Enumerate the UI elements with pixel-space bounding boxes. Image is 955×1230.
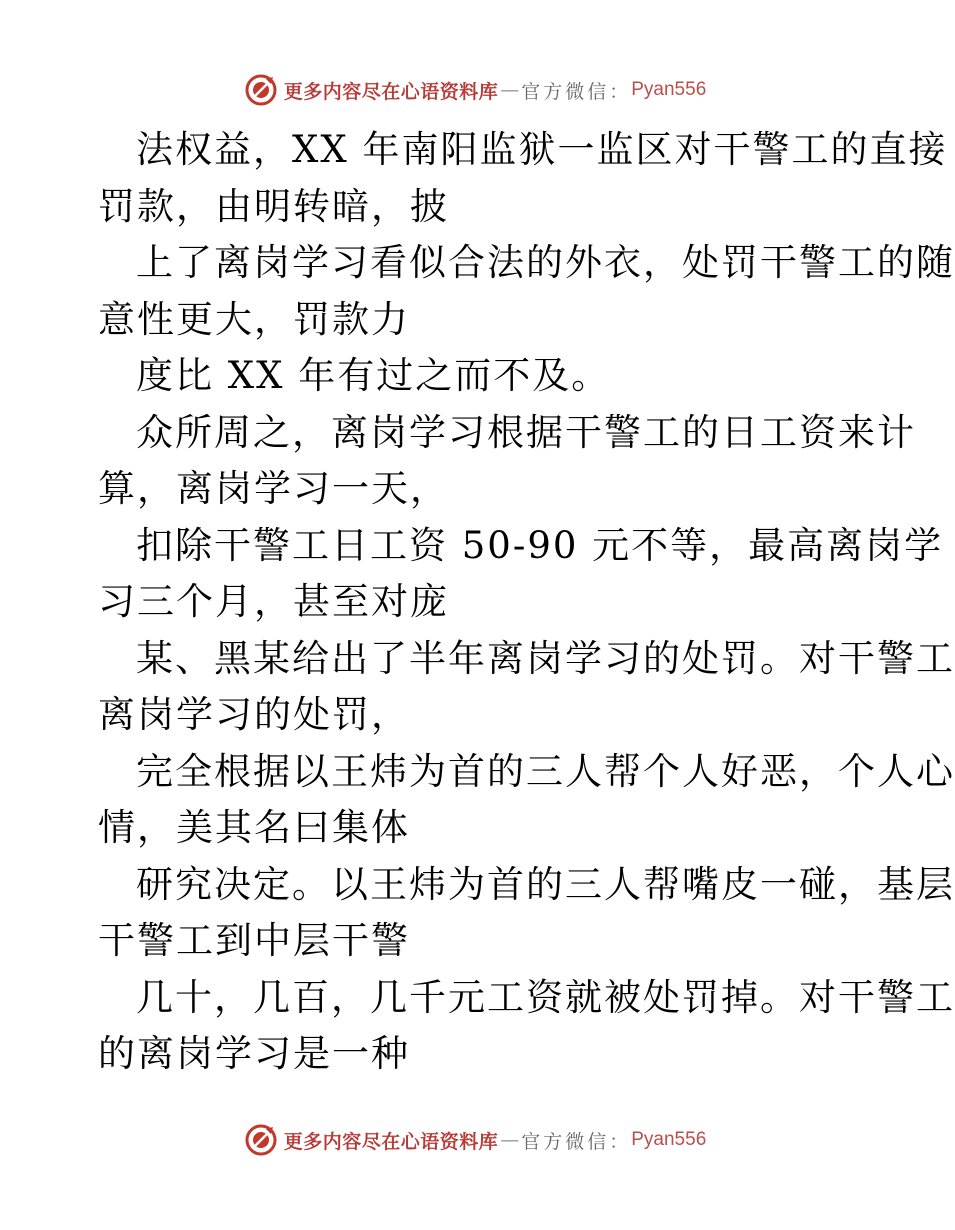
paragraph-line: 罚款，由明转暗，披 bbox=[98, 184, 449, 228]
paragraph-line: 某、黑某给出了半年离岗学习的处罚。对干警工 bbox=[136, 636, 955, 680]
brand-logo-icon bbox=[244, 73, 278, 107]
brand-logo-icon bbox=[244, 1123, 278, 1157]
banner-site-text: 更多内容尽在心语资料库 bbox=[283, 80, 499, 103]
document-body bbox=[98, 122, 955, 1083]
paragraph-line: 上了离岗学习看似合法的外衣，处罚干警工的随 bbox=[136, 241, 955, 284]
paragraph-line: 几十，几百，几千元工资就被处罚掉。对干警工 bbox=[136, 975, 955, 1019]
banner-official-label: 官方微信： bbox=[521, 80, 632, 103]
paragraph-line: 度比 XX 年有过之而不及。 bbox=[136, 354, 611, 397]
paragraph-line: 研究决定。以王炜为首的三人帮嘴皮一碰，基层 bbox=[136, 862, 955, 906]
paragraph-line: 法权益，XX 年南阳监狱一监区对干警工的直接 bbox=[136, 128, 948, 171]
paragraph-line: 众所周之，离岗学习根据干警工的日工资来计 bbox=[136, 410, 916, 454]
banner-wechat-id: Pyan556 bbox=[631, 79, 707, 100]
paragraph-line: 扣除干警工日工资 50-90 元不等，最高离岗学 bbox=[136, 523, 944, 567]
banner-dash: — bbox=[500, 1129, 520, 1151]
footer-banner bbox=[0, 1120, 950, 1160]
header-banner bbox=[0, 70, 950, 110]
paragraph-line: 算，离岗学习一天， bbox=[98, 467, 449, 510]
banner-wechat-id: Pyan556 bbox=[631, 1129, 707, 1150]
paragraph-line: 情，美其名曰集体 bbox=[98, 806, 410, 849]
banner-official-label: 官方微信： bbox=[521, 1130, 632, 1153]
paragraph-line: 完全根据以王炜为首的三人帮个人好恶，个人心 bbox=[136, 749, 955, 793]
paragraph-line: 干警工到中层干警 bbox=[98, 919, 410, 962]
paragraph-line: 的离岗学习是一种 bbox=[98, 1032, 410, 1075]
paragraph-line: 习三个月，甚至对庞 bbox=[98, 580, 449, 623]
paragraph-line: 意性更大，罚款力 bbox=[98, 297, 410, 341]
paragraph-line: 离岗学习的处罚， bbox=[98, 693, 410, 736]
banner-site-text: 更多内容尽在心语资料库 bbox=[283, 1130, 499, 1153]
banner-dash: — bbox=[500, 79, 520, 101]
